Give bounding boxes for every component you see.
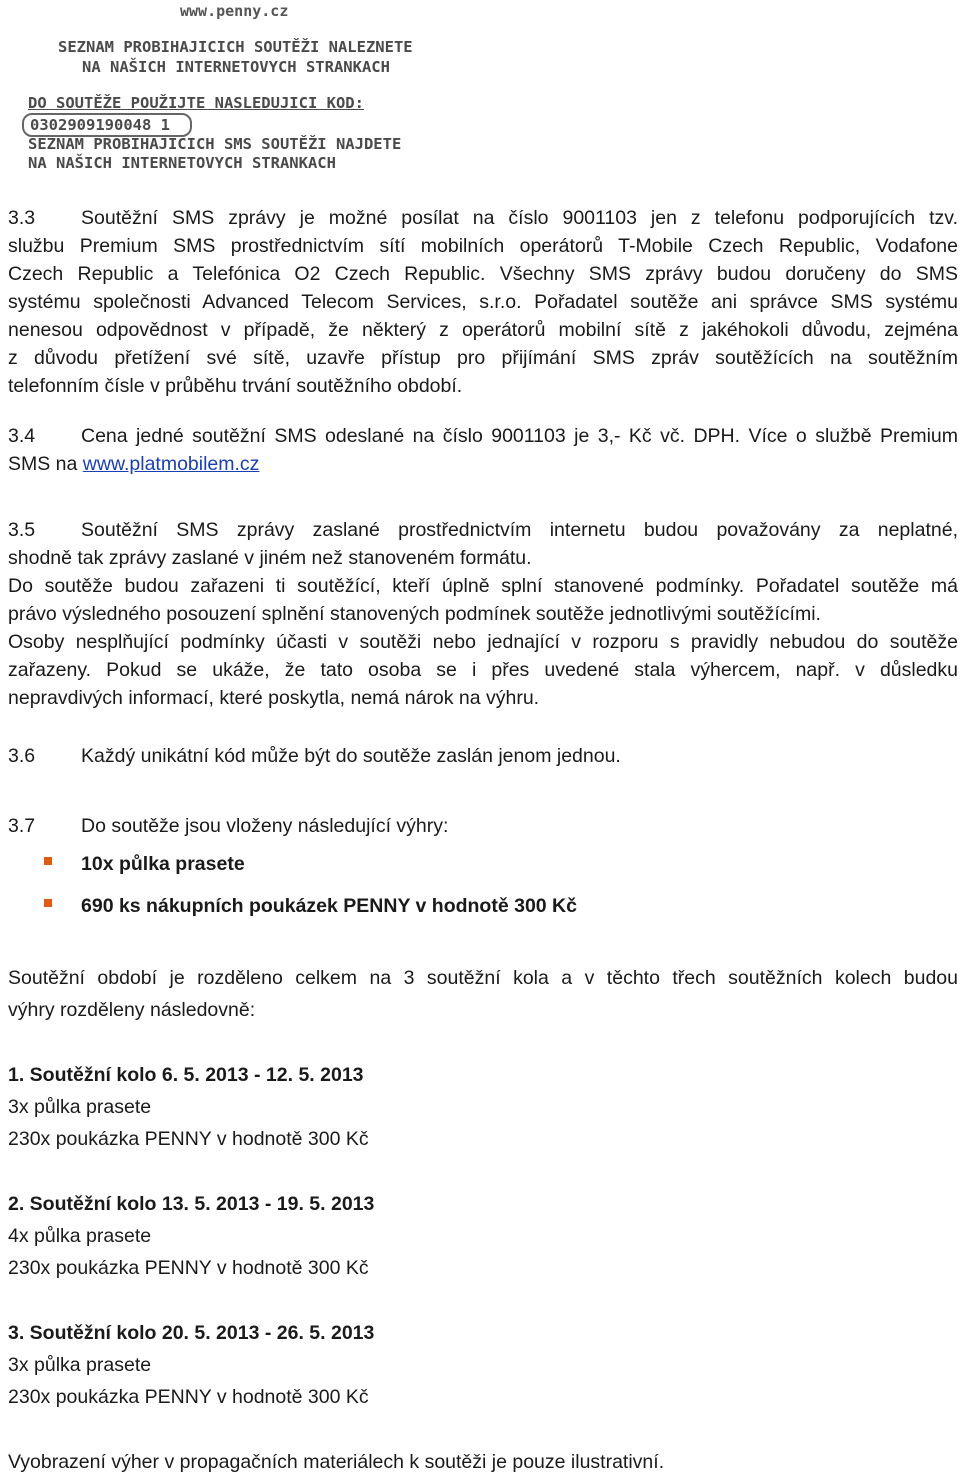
round-3-title: 3. Soutěžní kolo 20. 5. 2013 - 26. 5. 2013 [8, 1322, 375, 1344]
round-2-prize-a: 4x půlka prasete [8, 1225, 152, 1247]
round-1-prize-a: 3x půlka prasete [8, 1096, 152, 1118]
section-3-5-line-4: právo výsledného posouzení splnění stanovených podmínek soutěže jednotlivými soutěžícími. [8, 603, 821, 625]
square-bullet-icon [44, 899, 52, 907]
section-number: 3.7 [8, 815, 36, 837]
section-3-3-line-7: telefonním čísle v průběhu trvání soutěžního období. [8, 375, 463, 397]
section-3-3-line-5: nenesou odpovědnost v případě, že některý z operátorů mobilní sítě z jakéhokoli důvodu, zejména [8, 319, 958, 341]
header-line-2: NA NAŠICH INTERNETOVYCH STRANKACH [82, 58, 390, 76]
round-1-title: 1. Soutěžní kolo 6. 5. 2013 - 12. 5. 2013 [8, 1064, 364, 1086]
section-3-3-line-1 [8, 206, 958, 230]
section-3-5-line-3: Do soutěže budou zařazeni ti soutěžící, kteří úplně splní stanovené podmínky. Pořadatel soutěže má [8, 575, 958, 597]
footer-note: Vyobrazení výher v propagačních materiálech k soutěži je pouze ilustrativní. [8, 1451, 665, 1473]
section-number: 3.6 [8, 745, 36, 767]
period-line-2: výhry rozděleny následovně: [8, 999, 256, 1021]
header-url: www.penny.cz [180, 2, 289, 20]
section-3-5-line-7: nepravdivých informací, které poskytla, nemá nárok na výhru. [8, 687, 540, 709]
paragraph-text: SMS na [8, 453, 83, 475]
section-number: 3.4 [8, 425, 36, 447]
platmobilem-link[interactable]: www.platmobilem.cz [82, 453, 260, 475]
section-3-5-line-2: shodně tak zprávy zaslané v jiném než stanoveném formátu. [8, 547, 532, 569]
section-number: 3.5 [8, 519, 36, 541]
section-3-4-line-2 [8, 452, 259, 476]
header-code: 0302909190048 1 [22, 113, 192, 137]
paragraph-text: Každý unikátní kód může být do soutěže zaslán jenom jednou. [81, 745, 621, 767]
header-line-6: NA NAŠICH INTERNETOVYCH STRANKACH [28, 154, 336, 172]
prize-item-1: 10x půlka prasete [81, 853, 245, 875]
section-3-5-line-6: zařazeny. Pokud se ukáže, že tato osoba se i přes uvedené stala výhercem, např. v důsledku [8, 659, 958, 681]
round-1-prize-b: 230x poukázka PENNY v hodnotě 300 Kč [8, 1128, 369, 1150]
round-2-title: 2. Soutěžní kolo 13. 5. 2013 - 19. 5. 2013 [8, 1193, 375, 1215]
prize-item-2: 690 ks nákupních poukázek PENNY v hodnotě 300 Kč [81, 895, 577, 917]
section-number: 3.3 [8, 207, 36, 229]
section-3-5-line-1 [8, 518, 958, 542]
section-3-3-line-4: systému společnosti Advanced Telecom Services, s.r.o. Pořadatel soutěže ani správce SMS systému [8, 291, 958, 313]
section-3-7 [8, 814, 448, 838]
round-3-prize-b: 230x poukázka PENNY v hodnotě 300 Kč [8, 1386, 369, 1408]
section-3-3-line-2: službu Premium SMS prostřednictvím sítí mobilních operátorů T-Mobile Czech Republic, Vodafone [8, 235, 958, 257]
section-3-5-line-5: Osoby nesplňující podmínky účasti v soutěži nebo jednající v rozporu s pravidly nebudou do soutěže [8, 631, 958, 653]
square-bullet-icon [44, 857, 52, 865]
round-3-prize-a: 3x půlka prasete [8, 1354, 152, 1376]
header-line-3: DO SOUTĚŽE POUŽIJTE NASLEDUJICI KOD: [28, 94, 364, 112]
paragraph-text: Cena jedné soutěžní SMS odeslané na číslo 9001103 je 3,- Kč vč. DPH. Více o službě Premium [81, 425, 958, 447]
header-scan-image [10, 0, 450, 180]
header-line-1: SEZNAM PROBIHAJICICH SOUTĚŽI NALEZNETE [58, 38, 413, 56]
paragraph-text: Soutěžní SMS zprávy zaslané prostřednictvím internetu budou považovány za neplatné, [81, 519, 958, 541]
section-3-4-line-1 [8, 424, 958, 448]
section-3-3-line-6: z důvodu přetížení své sítě, uzavře přístup pro přijímání SMS zpráv soutěžících na soutěžním [8, 347, 958, 369]
paragraph-text: Do soutěže jsou vloženy následující výhry: [81, 815, 449, 837]
period-line-1: Soutěžní období je rozděleno celkem na 3 soutěžní kola a v těchto třech soutěžních kolech budou [8, 967, 958, 989]
section-3-6 [8, 744, 621, 768]
paragraph-text: Soutěžní SMS zprávy je možné posílat na číslo 9001103 jen z telefonu podporujících tzv. [81, 207, 958, 229]
round-2-prize-b: 230x poukázka PENNY v hodnotě 300 Kč [8, 1257, 369, 1279]
header-line-5: SEZNAM PROBIHAJICICH SMS SOUTĚŽI NAJDETE [28, 135, 402, 153]
section-3-3-line-3: Czech Republic a Telefónica O2 Czech Republic. Všechny SMS zprávy budou doručeny do SMS [8, 263, 958, 285]
